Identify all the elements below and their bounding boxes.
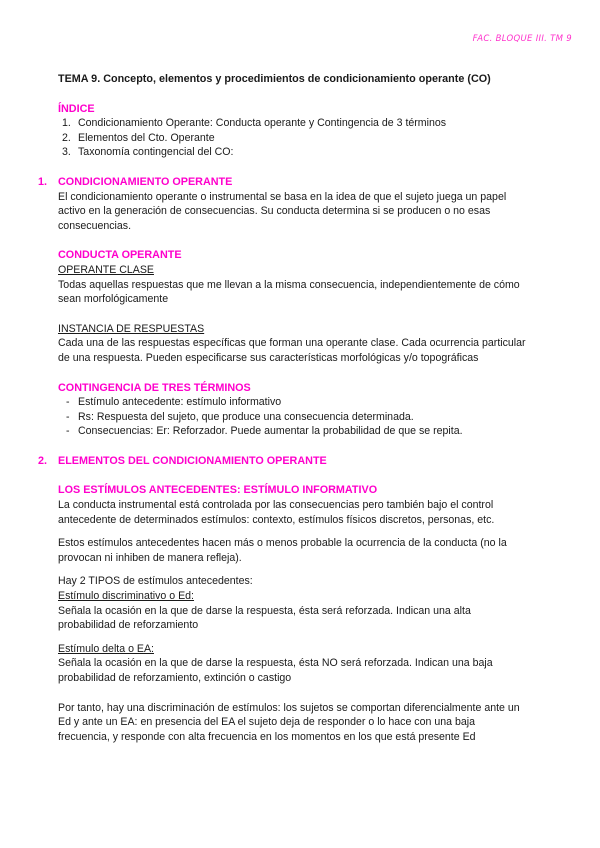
index-item-text: Taxonomía contingencial del CO: (78, 146, 234, 159)
operante-clase-label: OPERANTE CLASE (58, 263, 154, 276)
contingencia-item-text: Consecuencias: Er: Reforzador. Puede aumentar la probabilidad de que se repita. (78, 425, 463, 438)
instancia-label: INSTANCIA DE RESPUESTAS (58, 322, 205, 335)
section1-number: 1. (38, 175, 48, 188)
ea-text: Señala la ocasión en la que de darse la respuesta, ésta NO será reforzada. Indican una baja probabilidad de reforzamiento, extinción o castigo (58, 657, 493, 684)
index-item-number: 1. (62, 117, 71, 130)
document-content (38, 72, 528, 744)
tipos-intro: Hay 2 TIPOS de estímulos antecedentes: (58, 575, 253, 588)
section1-body: El condicionamiento operante o instrumental se basa en la idea de que el sujeto juega un papel activo en la generación de consecuencias. Su conducta determina si se producen o no esas consecuencias. (58, 190, 507, 232)
section2-paragraph-1: La conducta instrumental está controlada por las consecuencias pero también bajo el control antecedente de determinados estímulos: contexto, estímulos físicos discretos, personas, etc. (58, 499, 495, 526)
section2-heading (38, 454, 528, 469)
conducta-heading: CONDUCTA OPERANTE (58, 249, 182, 262)
section2-conclusion: Por tanto, hay una discriminación de estímulos: los sujetos se comportan diferencialmente ante un Ed y ante un EA: en presencia del EA el sujeto deja de responder o lo hace con una baja frecuencia, y responde con alta frecuencia en los momentos en los que está presente Ed (58, 701, 520, 743)
index-item-number: 3. (62, 146, 71, 159)
instancia-text: Cada una de las respuestas específicas que forman una operante clase. Cada ocurrencia particular de una respuesta. Pueden especificarse sus características morfológicas y/o topográficas (58, 337, 526, 364)
section2-number: 2. (38, 454, 48, 467)
contingencia-item: - Consecuencias: Er: Reforzador. Puede aumentar la probabilidad de que se repita. (66, 425, 463, 438)
index-item-text: Elementos del Cto. Operante (78, 131, 215, 144)
index-item (58, 116, 528, 131)
index-heading: ÍNDICE (58, 102, 95, 115)
operante-clase-text: Todas aquellas respuestas que me llevan a la misma consecuencia, independientemente de cómo sean morfológicamente (58, 278, 520, 306)
contingencia-list (58, 395, 528, 439)
document-title: TEMA 9. Concepto, elementos y procedimientos de condicionamiento operante (CO) (58, 73, 491, 85)
estimulos-heading: LOS ESTÍMULOS ANTECEDENTES: ESTÍMULO INFORMATIVO (58, 484, 378, 497)
contingencia-item-text: Estímulo antecedente: estímulo informativo (78, 396, 282, 409)
ed-label: Estímulo discriminativo o Ed: (58, 590, 195, 603)
contingencia-item: - Estímulo antecedente: estímulo informativo (66, 396, 282, 409)
section1-heading (38, 175, 528, 190)
header-tag: FAC. BLOQUE III. TM 9 (472, 34, 572, 44)
contingencia-item-text: Rs: Respuesta del sujeto, que produce una consecuencia determinada. (78, 410, 414, 423)
index-list (58, 116, 528, 160)
index-item (58, 145, 528, 160)
section2-paragraph-2: Estos estímulos antecedentes hacen más o menos probable la ocurrencia de la conducta (no la provocan ni inhiben de manera refleja). (58, 537, 507, 564)
contingencia-item: - Rs: Respuesta del sujeto, que produce una consecuencia determinada. (66, 410, 414, 423)
index-item-number: 2. (62, 131, 71, 144)
index-item (58, 131, 528, 146)
index-item-text: Condicionamiento Operante: Conducta operante y Contingencia de 3 términos (78, 117, 447, 130)
ea-label: Estímulo delta o EA: (58, 642, 154, 655)
section2-title: ELEMENTOS DEL CONDICIONAMIENTO OPERANTE (58, 454, 327, 467)
contingencia-heading: CONTINGENCIA DE TRES TÉRMINOS (58, 381, 251, 394)
ed-text: Señala la ocasión en la que de darse la respuesta, ésta será reforzada. Indican una alta probabilidad de reforzamiento (58, 604, 471, 632)
section1-title: CONDICIONAMIENTO OPERANTE (58, 175, 233, 188)
